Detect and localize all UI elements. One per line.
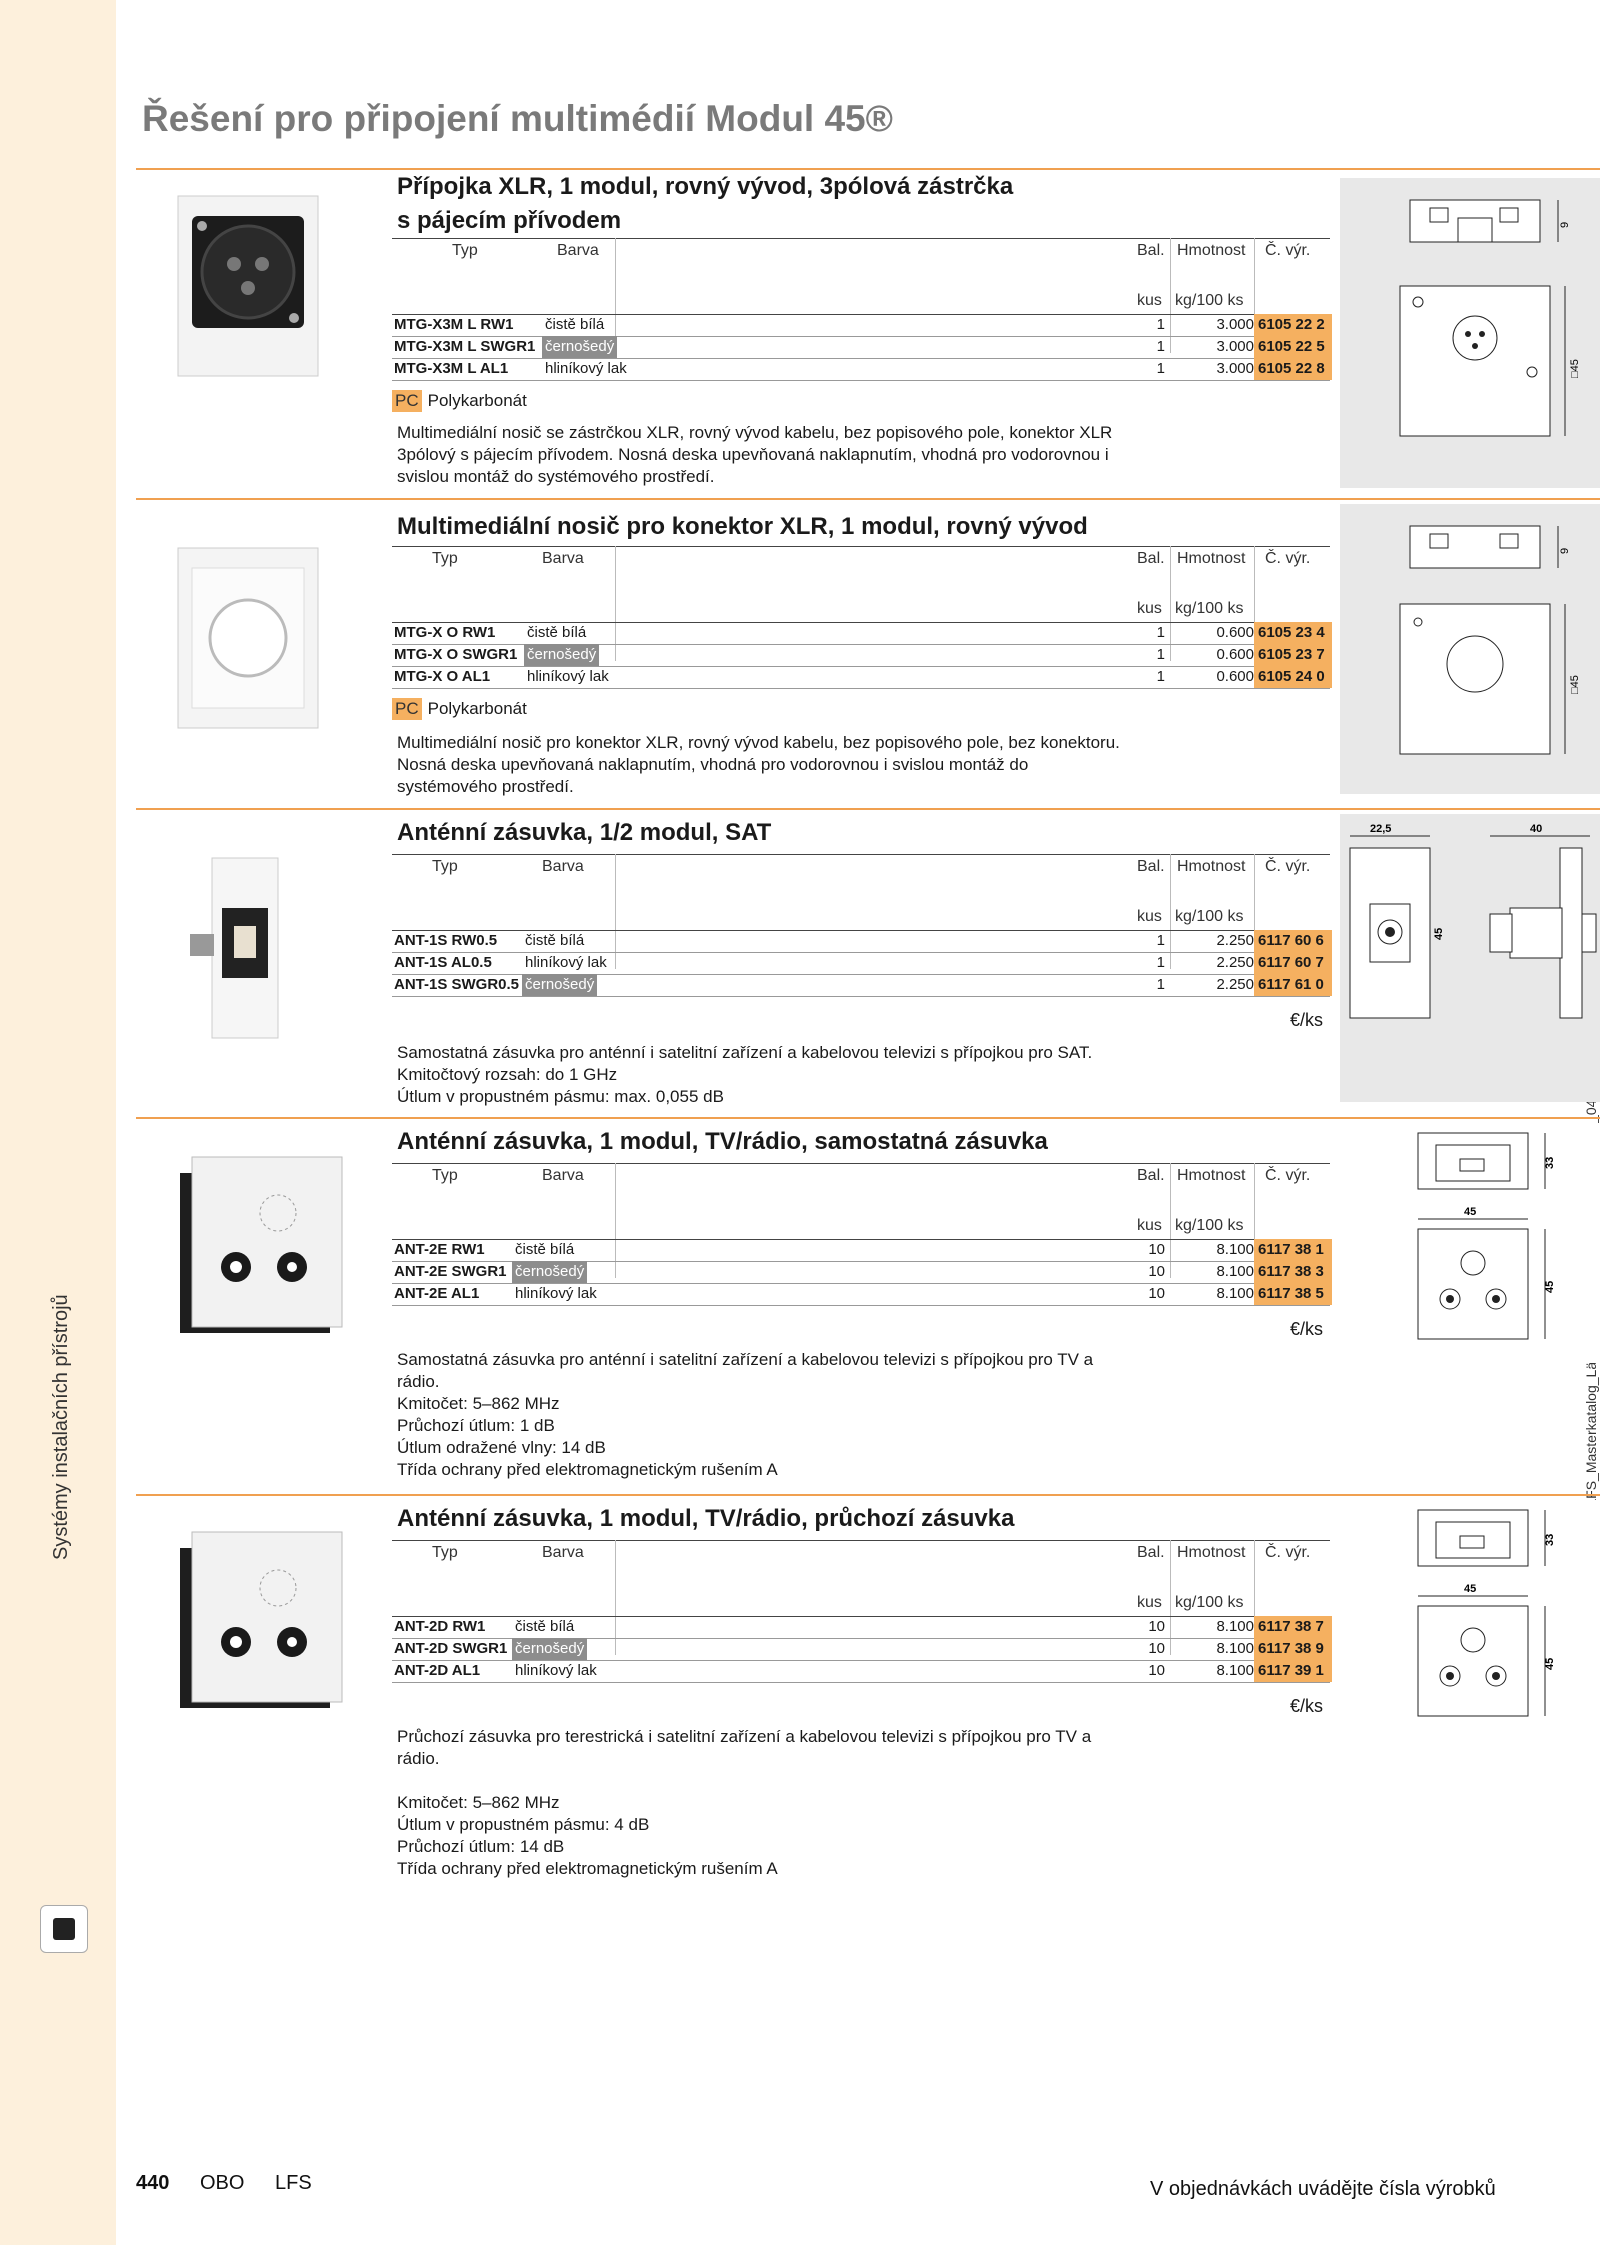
price-unit: €/ks: [1290, 1319, 1324, 1339]
header-bal: Bal.: [1137, 1167, 1165, 1184]
svg-text:22,5: 22,5: [1370, 823, 1392, 835]
table-row: ANT-1S AL0.5 hliníkový lak 1 2.250 6117 60 7: [392, 952, 1330, 975]
footer-note: V objednávkách uvádějte čísla výrobků: [1150, 2178, 1496, 2200]
header-bal: Bal.: [1137, 1544, 1165, 1561]
product-section-tv-radio-end: [120, 1117, 1556, 1487]
svg-text:33: 33: [1544, 1533, 1556, 1546]
table-row: MTG-X3M L SWGR1 černošedý 1 3.000 6105 22 5: [392, 336, 1330, 359]
header-kus: kus: [1137, 1594, 1162, 1611]
product-photo: [168, 1147, 348, 1352]
section-rule: [136, 1494, 1600, 1496]
product-photo: [168, 186, 328, 391]
section-title: Anténní zásuvka, 1 modul, TV/rádio, průchozí zásuvka: [397, 1505, 1015, 1532]
section-title: Multimediální nosič pro konektor XLR, 1 modul, rovný vývod: [397, 513, 1088, 540]
svg-text:33: 33: [1544, 1156, 1556, 1169]
table-row: ANT-2E AL1 hliníkový lak 10 8.100 6117 38 5: [392, 1283, 1330, 1306]
table-row: ANT-2D SWGR1 černošedý 10 8.100 6117 38 9: [392, 1638, 1330, 1661]
header-typ: Typ: [432, 858, 458, 875]
header-barva: Barva: [542, 1167, 584, 1184]
table-row: ANT-1S SWGR0.5 černošedý 1 2.250 6117 61 0: [392, 974, 1330, 997]
table-row: MTG-X O AL1 hliníkový lak 1 0.600 6105 24 0: [392, 666, 1330, 689]
price-unit: €/ks: [1290, 1696, 1324, 1716]
dimension-drawing: [1340, 178, 1600, 488]
product-description: Samostatná zásuvka pro anténní i satelitní zařízení a kabelovou televizi s přípojkou pro TV a rádio. Kmitočet: 5–862 MHz Průchozí útlum: 1 dB Útlum odražené vlny: 14 dB Třída ochrany před elektromagnetickým rušením A: [397, 1350, 1094, 1479]
material-note: PC Polykarbonát: [392, 390, 527, 412]
header-kg: kg/100 ks: [1175, 1217, 1244, 1234]
material-note: PC Polykarbonát: [392, 698, 527, 720]
product-photo: [168, 538, 328, 743]
product-section-tv-radio-through: [120, 1494, 1556, 1894]
dimension-drawing: [1340, 1123, 1600, 1363]
header-typ: Typ: [432, 550, 458, 567]
header-kg: kg/100 ks: [1175, 1594, 1244, 1611]
section-title: Přípojka XLR, 1 modul, rovný vývod, 3pólová zástrčka s pájecím přívodem: [397, 173, 1014, 234]
header-cvyr: Č. výr.: [1265, 1544, 1311, 1561]
svg-text:□45: □45: [1569, 675, 1581, 694]
page-title: Řešení pro připojení multimédií Modul 45®: [142, 98, 893, 139]
header-cvyr: Č. výr.: [1265, 1167, 1311, 1184]
header-typ: Typ: [432, 1544, 458, 1561]
table-row: ANT-2D AL1 hliníkový lak 10 8.100 6117 39 1: [392, 1660, 1330, 1683]
header-cvyr: Č. výr.: [1265, 550, 1311, 567]
table-row: ANT-2E RW1 čistě bílá 10 8.100 6117 38 1: [392, 1239, 1330, 1262]
header-hmotnost: Hmotnost: [1177, 1167, 1246, 1184]
header-barva: Barva: [557, 242, 599, 259]
svg-text:9: 9: [1559, 547, 1571, 554]
page-number: 440: [136, 2172, 170, 2194]
header-hmotnost: Hmotnost: [1177, 1544, 1246, 1561]
header-bal: Bal.: [1137, 242, 1165, 259]
price-unit: €/ks: [1290, 1010, 1324, 1030]
header-cvyr: Č. výr.: [1265, 242, 1311, 259]
dimension-drawing: [1340, 814, 1600, 1102]
svg-text:45: 45: [1433, 927, 1445, 940]
header-kus: kus: [1137, 292, 1162, 309]
svg-text:45: 45: [1464, 1206, 1477, 1218]
product-section-xlr-plug: [120, 168, 1581, 498]
header-hmotnost: Hmotnost: [1177, 242, 1246, 259]
header-hmotnost: Hmotnost: [1177, 550, 1246, 567]
header-kus: kus: [1137, 600, 1162, 617]
header-barva: Barva: [542, 1544, 584, 1561]
header-barva: Barva: [542, 858, 584, 875]
footer-brand-lfs: LFS: [275, 2172, 312, 2194]
header-bal: Bal.: [1137, 550, 1165, 567]
section-rule: [136, 808, 1600, 810]
header-kg: kg/100 ks: [1175, 292, 1244, 309]
section-title: Anténní zásuvka, 1/2 modul, SAT: [397, 819, 772, 846]
spec-table: [392, 1163, 1330, 1302]
table-row: MTG-X O SWGR1 černošedý 1 0.600 6105 23 7: [392, 644, 1330, 667]
section-rule: [136, 1117, 1600, 1119]
product-description: Multimediální nosič se zástrčkou XLR, rovný vývod kabelu, bez popisového pole, konektor XLR 3pólový s pájecím přívodem. Nosná deska upevňovaná naklapnutím, vhodná pro vodorovnou i svislou montáž do systémového prostředí.: [397, 423, 1113, 486]
product-description: Multimediální nosič pro konektor XLR, rovný vývod kabelu, bez popisového pole, bez konektoru. Nosná deska upevňovaná naklapnutím, vhodná pro vodorovnou i svislou montáž do systémového prostředí.: [397, 733, 1120, 796]
table-row: ANT-1S RW0.5 čistě bílá 1 2.250 6117 60 6: [392, 930, 1330, 953]
table-row: ANT-2E SWGR1 černošedý 10 8.100 6117 38 3: [392, 1261, 1330, 1284]
spec-table: [392, 1540, 1330, 1679]
product-section-sat-socket: [120, 808, 1543, 1108]
header-kg: kg/100 ks: [1175, 600, 1244, 617]
product-section-xlr-carrier: [120, 498, 1581, 808]
product-photo: [168, 1522, 348, 1727]
header-typ: Typ: [432, 1167, 458, 1184]
svg-text:45: 45: [1464, 1583, 1477, 1595]
product-description: Průchozí zásuvka pro terestrická i satelitní zařízení a kabelovou televizi s přípojkou pro TV a rádio. Kmitočet: 5–862 MHz Útlum v propustném pásmu: 4 dB Průchozí útlum: 14 dB Třída ochrany před elektromagnetickým rušením A: [397, 1727, 1092, 1878]
header-kg: kg/100 ks: [1175, 908, 1244, 925]
section-rule: [136, 498, 1600, 500]
footer-brand-obo: OBO: [200, 2172, 245, 2194]
section-title: Anténní zásuvka, 1 modul, TV/rádio, samostatná zásuvka: [397, 1128, 1048, 1155]
table-row: MTG-X3M L AL1 hliníkový lak 1 3.000 6105 22 8: [392, 358, 1330, 381]
category-icon: [40, 1905, 88, 1953]
product-photo: [182, 848, 292, 1053]
svg-text:45: 45: [1544, 1657, 1556, 1670]
spec-table: [392, 546, 1330, 685]
header-hmotnost: Hmotnost: [1177, 858, 1246, 875]
header-kus: kus: [1137, 1217, 1162, 1234]
header-typ: Typ: [452, 242, 478, 259]
product-description: Samostatná zásuvka pro anténní i satelitní zařízení a kabelovou televizi s přípojkou pro SAT. Kmitočtový rozsah: do 1 GHz Útlum v propustném pásmu: max. 0,055 dB: [397, 1043, 1093, 1106]
svg-text:40: 40: [1530, 823, 1543, 835]
spec-table: [392, 238, 1330, 377]
table-row: ANT-2D RW1 čistě bílá 10 8.100 6117 38 7: [392, 1616, 1330, 1639]
svg-text:9: 9: [1559, 221, 1571, 228]
dimension-drawing: [1340, 504, 1600, 794]
svg-text:45: 45: [1544, 1280, 1556, 1293]
header-barva: Barva: [542, 550, 584, 567]
header-cvyr: Č. výr.: [1265, 858, 1311, 875]
header-bal: Bal.: [1137, 858, 1165, 875]
dimension-drawing: [1340, 1500, 1600, 1740]
table-row: MTG-X O RW1 čistě bílá 1 0.600 6105 23 4: [392, 622, 1330, 645]
spec-table: [392, 854, 1330, 993]
header-kus: kus: [1137, 908, 1162, 925]
svg-text:□45: □45: [1569, 359, 1581, 378]
table-row: MTG-X3M L RW1 čistě bílá 1 3.000 6105 22 2: [392, 314, 1330, 337]
